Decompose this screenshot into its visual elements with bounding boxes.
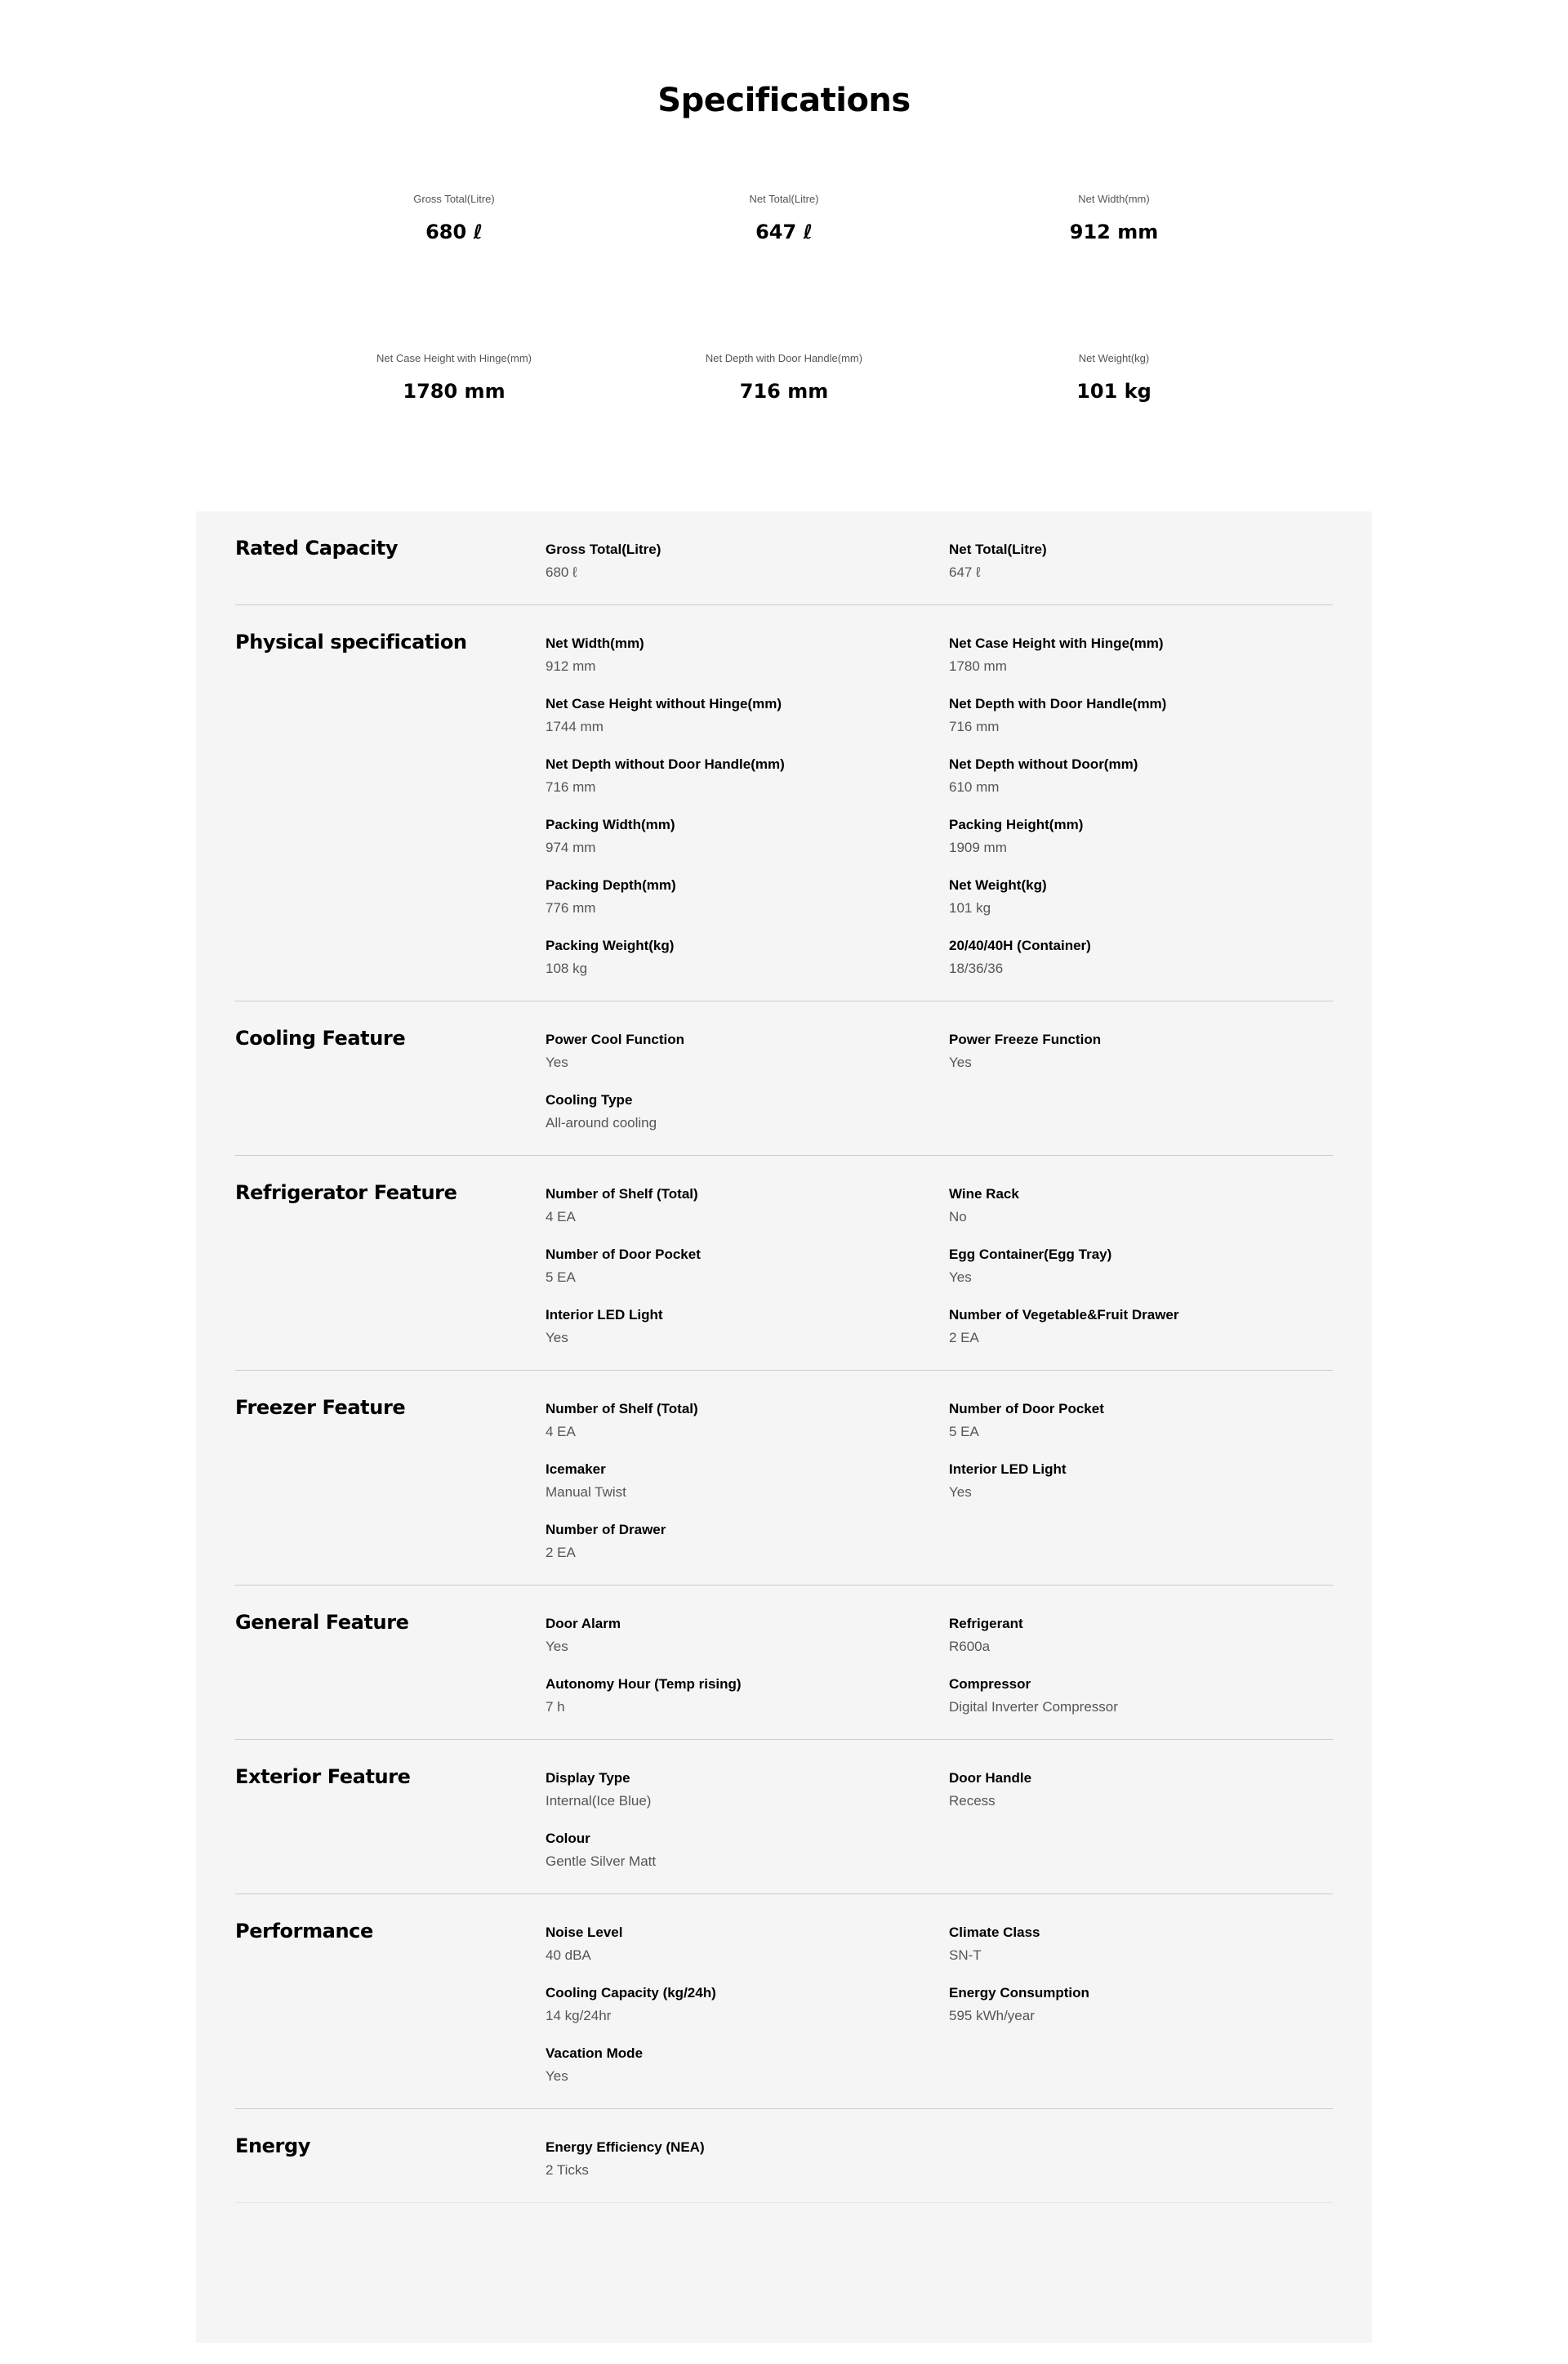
section-items bbox=[546, 1768, 1333, 1872]
highlight-item bbox=[949, 191, 1279, 350]
section-items bbox=[546, 633, 1333, 979]
section-items bbox=[546, 1184, 1333, 1349]
spec-item-label: Net Depth with Door Handle(mm) bbox=[949, 696, 1167, 711]
spec-item bbox=[949, 875, 1330, 919]
spec-item-label: Colour bbox=[546, 1831, 590, 1846]
section-title: Exterior Feature bbox=[235, 1765, 411, 1788]
spec-item bbox=[949, 1922, 1330, 1966]
spec-item-value: No bbox=[949, 1209, 967, 1224]
highlight-label: Net Width(mm) bbox=[1078, 193, 1150, 205]
spec-item bbox=[546, 1090, 949, 1134]
highlight-label: Net Total(Litre) bbox=[749, 193, 819, 205]
spec-item-label: Cooling Type bbox=[546, 1092, 633, 1108]
spec-item bbox=[949, 1613, 1330, 1657]
spec-item-label: Number of Shelf (Total) bbox=[546, 1186, 698, 1202]
spec-item-value: Recess bbox=[949, 1793, 996, 1809]
spec-item-label: Wine Rack bbox=[949, 1186, 1019, 1202]
spec-item bbox=[546, 814, 949, 859]
spec-item bbox=[949, 694, 1330, 738]
spec-item bbox=[949, 1184, 1330, 1228]
spec-item-label: Packing Height(mm) bbox=[949, 817, 1084, 832]
spec-item bbox=[546, 539, 949, 583]
spec-section-rated-capacity bbox=[235, 511, 1333, 605]
spec-item-value: 1909 mm bbox=[949, 840, 1007, 855]
spec-item-label: Net Depth without Door(mm) bbox=[949, 756, 1138, 772]
spec-item-label: Door Alarm bbox=[546, 1616, 621, 1631]
spec-item-value: 101 kg bbox=[949, 900, 991, 916]
spec-section-performance bbox=[235, 1894, 1333, 2109]
spec-item bbox=[546, 2043, 949, 2087]
spec-item-value: 7 h bbox=[546, 1699, 565, 1715]
spec-item-label: Climate Class bbox=[949, 1925, 1040, 1940]
spec-item-label: Net Width(mm) bbox=[546, 636, 644, 651]
section-title: Cooling Feature bbox=[235, 1027, 406, 1050]
highlight-value: 647 ℓ bbox=[755, 221, 813, 243]
spec-item-value: 5 EA bbox=[949, 1424, 979, 1439]
spec-item-label: Number of Vegetable&Fruit Drawer bbox=[949, 1307, 1179, 1323]
spec-item bbox=[949, 814, 1330, 859]
spec-item-label: Noise Level bbox=[546, 1925, 623, 1940]
section-title: Refrigerator Feature bbox=[235, 1181, 457, 1204]
spec-item-value: Yes bbox=[546, 1330, 568, 1345]
spec-item-value: 680 ℓ bbox=[546, 564, 577, 580]
spec-item bbox=[546, 1398, 949, 1443]
spec-item-value: Digital Inverter Compressor bbox=[949, 1699, 1118, 1715]
spec-item bbox=[949, 754, 1330, 798]
section-items bbox=[546, 1029, 1333, 1134]
spec-item-label: Cooling Capacity (kg/24h) bbox=[546, 1985, 716, 2000]
spec-item-value: Manual Twist bbox=[546, 1484, 626, 1500]
spec-item bbox=[546, 1613, 949, 1657]
highlight-value: 716 mm bbox=[739, 380, 829, 403]
spec-item-value: 4 EA bbox=[546, 1209, 576, 1224]
spec-item bbox=[949, 1674, 1330, 1718]
spec-item bbox=[949, 1244, 1330, 1288]
spec-item bbox=[949, 633, 1330, 677]
spec-item-value: 912 mm bbox=[546, 658, 596, 674]
spec-item-label: Power Cool Function bbox=[546, 1032, 684, 1047]
spec-item-value: 40 dBA bbox=[546, 1947, 591, 1963]
spec-item bbox=[546, 1983, 949, 2027]
spec-item-value: 1744 mm bbox=[546, 719, 604, 734]
highlight-item bbox=[289, 191, 619, 350]
highlight-label: Gross Total(Litre) bbox=[413, 193, 495, 205]
spec-item bbox=[949, 1398, 1330, 1443]
spec-item-label: Number of Door Pocket bbox=[949, 1401, 1104, 1416]
spec-item-label: Door Handle bbox=[949, 1770, 1032, 1786]
spec-section-cooling-feature bbox=[235, 1001, 1333, 1156]
spec-item-value: 4 EA bbox=[546, 1424, 576, 1439]
spec-item-label: Interior LED Light bbox=[546, 1307, 663, 1323]
highlight-label: Net Depth with Door Handle(mm) bbox=[705, 352, 863, 364]
spec-item bbox=[949, 1768, 1330, 1812]
section-items bbox=[546, 539, 1333, 583]
page-title: Specifications bbox=[657, 82, 911, 119]
spec-item-value: Yes bbox=[949, 1484, 972, 1500]
spec-item bbox=[546, 1244, 949, 1288]
spec-item bbox=[949, 1029, 1330, 1073]
spec-item-label: Autonomy Hour (Temp rising) bbox=[546, 1676, 742, 1692]
highlight-item bbox=[619, 350, 949, 510]
spec-item-value: 14 kg/24hr bbox=[546, 2008, 612, 2023]
spec-item-label: Refrigerant bbox=[949, 1616, 1023, 1631]
spec-item-value: R600a bbox=[949, 1639, 991, 1654]
spec-item-value: Yes bbox=[546, 1639, 568, 1654]
spec-item-label: 20/40/40H (Container) bbox=[949, 938, 1091, 953]
section-title: Energy bbox=[235, 2134, 311, 2157]
spec-item-value: 647 ℓ bbox=[949, 564, 981, 580]
highlight-item bbox=[949, 350, 1279, 510]
spec-item-value: Internal(Ice Blue) bbox=[546, 1793, 652, 1809]
section-title: Performance bbox=[235, 1920, 373, 1942]
spec-item bbox=[546, 875, 949, 919]
spec-section-refrigerator-feature bbox=[235, 1156, 1333, 1371]
spec-item-value: 2 Ticks bbox=[546, 2162, 589, 2178]
highlight-item bbox=[619, 191, 949, 350]
spec-item-value: Gentle Silver Matt bbox=[546, 1853, 657, 1869]
highlight-value: 912 mm bbox=[1069, 221, 1159, 243]
spec-item-label: Packing Depth(mm) bbox=[546, 877, 676, 893]
spec-item bbox=[546, 1674, 949, 1718]
spec-item bbox=[546, 694, 949, 738]
spec-item-value: Yes bbox=[949, 1269, 972, 1285]
spec-item-label: Net Weight(kg) bbox=[949, 877, 1047, 893]
section-items bbox=[546, 1922, 1333, 2087]
spec-item-value: 595 kWh/year bbox=[949, 2008, 1035, 2023]
spec-item bbox=[546, 1922, 949, 1966]
spec-section-energy bbox=[235, 2109, 1333, 2203]
spec-item-value: 974 mm bbox=[546, 840, 596, 855]
spec-item-label: Energy Efficiency (NEA) bbox=[546, 2139, 705, 2155]
spec-item-label: Number of Shelf (Total) bbox=[546, 1401, 698, 1416]
spec-item-value: 2 EA bbox=[949, 1330, 979, 1345]
spec-item bbox=[546, 1459, 949, 1503]
spec-item-value: SN-T bbox=[949, 1947, 982, 1963]
spec-item bbox=[546, 633, 949, 677]
section-items bbox=[546, 1613, 1333, 1718]
spec-item-value: 716 mm bbox=[546, 779, 596, 795]
spec-item bbox=[949, 1305, 1330, 1349]
spec-item bbox=[546, 1519, 949, 1563]
spec-item-label: Display Type bbox=[546, 1770, 630, 1786]
spec-item bbox=[949, 1459, 1330, 1503]
spec-item-value: 610 mm bbox=[949, 779, 1000, 795]
highlight-value: 1780 mm bbox=[403, 380, 506, 403]
spec-item-value: 1780 mm bbox=[949, 658, 1007, 674]
section-title: General Feature bbox=[235, 1611, 409, 1634]
spec-section-freezer-feature bbox=[235, 1371, 1333, 1586]
spec-item-label: Power Freeze Function bbox=[949, 1032, 1102, 1047]
spec-item-value: 108 kg bbox=[546, 961, 588, 976]
section-title: Rated Capacity bbox=[235, 537, 399, 560]
spec-item bbox=[949, 1983, 1330, 2027]
spec-section-exterior-feature bbox=[235, 1740, 1333, 1894]
spec-item-label: Egg Container(Egg Tray) bbox=[949, 1247, 1112, 1262]
spec-table bbox=[196, 511, 1372, 2343]
section-items bbox=[546, 1398, 1333, 1563]
spec-item-label: Net Total(Litre) bbox=[949, 542, 1047, 557]
highlight-value: 101 kg bbox=[1076, 380, 1152, 403]
spec-item-value: Yes bbox=[546, 1055, 568, 1070]
spec-item-label: Packing Width(mm) bbox=[546, 817, 675, 832]
spec-item-label: Icemaker bbox=[546, 1461, 606, 1477]
spec-item-label: Net Case Height without Hinge(mm) bbox=[546, 696, 782, 711]
spec-section-general-feature bbox=[235, 1586, 1333, 1740]
section-title: Physical specification bbox=[235, 631, 467, 653]
spec-item-label: Net Case Height with Hinge(mm) bbox=[949, 636, 1164, 651]
spec-item-label: Number of Drawer bbox=[546, 1522, 666, 1537]
spec-item-value: 18/36/36 bbox=[949, 961, 1004, 976]
section-items bbox=[546, 2137, 1333, 2181]
spec-item-label: Vacation Mode bbox=[546, 2045, 644, 2061]
spec-item-label: Packing Weight(kg) bbox=[546, 938, 675, 953]
section-title: Freezer Feature bbox=[235, 1396, 406, 1419]
highlight-label: Net Weight(kg) bbox=[1078, 352, 1150, 364]
spec-item-label: Number of Door Pocket bbox=[546, 1247, 701, 1262]
spec-item-value: 2 EA bbox=[546, 1545, 576, 1560]
highlight-value: 680 ℓ bbox=[425, 221, 483, 243]
spec-item-value: Yes bbox=[949, 1055, 972, 1070]
spec-item-value: 776 mm bbox=[546, 900, 596, 916]
spec-item bbox=[546, 1305, 949, 1349]
spec-item bbox=[546, 1768, 949, 1812]
spec-item bbox=[949, 935, 1330, 979]
spec-item bbox=[546, 2137, 949, 2181]
spec-item-label: Net Depth without Door Handle(mm) bbox=[546, 756, 785, 772]
spec-item-label: Gross Total(Litre) bbox=[546, 542, 662, 557]
spec-item bbox=[546, 1029, 949, 1073]
spec-item bbox=[949, 539, 1330, 583]
spec-item-label: Compressor bbox=[949, 1676, 1031, 1692]
spec-item bbox=[546, 935, 949, 979]
spec-item-label: Energy Consumption bbox=[949, 1985, 1089, 2000]
spec-item bbox=[546, 754, 949, 798]
highlight-label: Net Case Height with Hinge(mm) bbox=[376, 352, 532, 364]
spec-item-label: Interior LED Light bbox=[949, 1461, 1067, 1477]
spec-item bbox=[546, 1828, 949, 1872]
spec-item-value: 716 mm bbox=[949, 719, 1000, 734]
spec-section-physical-specification bbox=[235, 605, 1333, 1001]
spec-item-value: All-around cooling bbox=[546, 1115, 657, 1131]
spec-item-value: 5 EA bbox=[546, 1269, 576, 1285]
spec-item bbox=[546, 1184, 949, 1228]
key-spec-highlights bbox=[289, 191, 1279, 510]
spec-item-value: Yes bbox=[546, 2068, 568, 2084]
highlight-item bbox=[289, 350, 619, 510]
